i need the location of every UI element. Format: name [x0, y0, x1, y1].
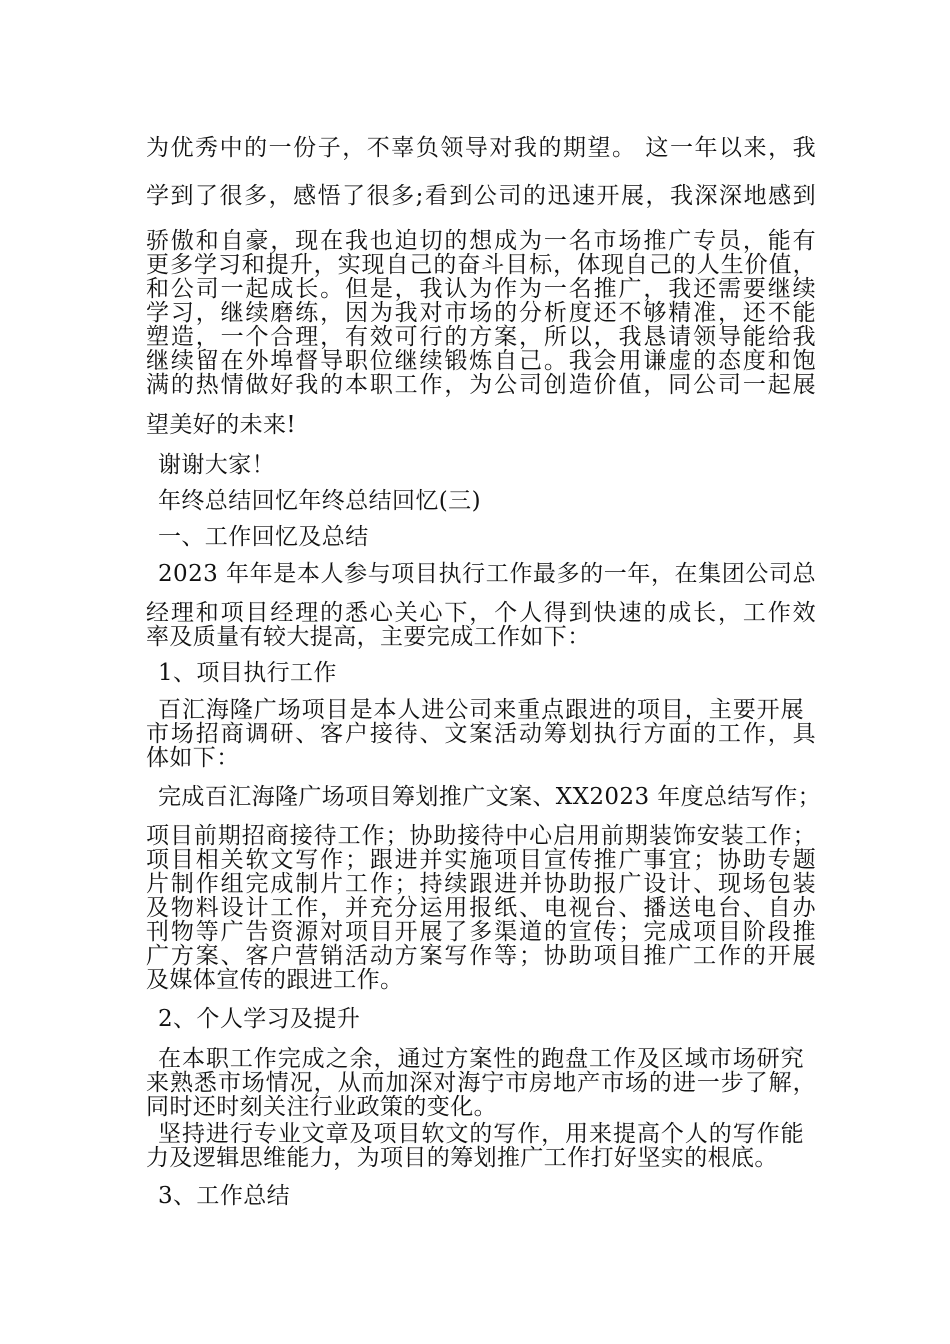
section-title: 年终总结回忆年终总结回忆(三) — [158, 488, 481, 514]
text-line: 及物料设计工作，并充分运用报纸、电视台、播送电台、自办 — [146, 895, 816, 921]
text-line: 满的热情做好我的本职工作，为公司创造价值，同公司一起展 — [146, 372, 816, 398]
text-line: 在本职工作完成之余，通过方案性的跑盘工作及区域市场研究 — [158, 1046, 804, 1072]
subsection-heading: 3、工作总结 — [158, 1183, 291, 1209]
text-line: 坚持进行专业文章及项目软文的写作，用来提高个人的写作能 — [158, 1121, 804, 1147]
text-line: 广方案、客户营销活动方案写作等；协助项目推广工作的开展 — [146, 943, 816, 969]
text-line: 项目相关软文写作；跟进并实施项目宣传推广事宜；协助专题 — [146, 847, 816, 873]
text-line: 片制作组完成制片工作；持续跟进并协助报广设计、现场包装 — [146, 871, 816, 897]
text-line: 力及逻辑思维能力，为项目的筹划推广工作打好坚实的根底。 — [146, 1145, 778, 1171]
text-line: 完成百汇海隆广场项目筹划推广文案、XX2023 年度总结写作； — [158, 784, 821, 810]
subsection-heading: 2、个人学习及提升 — [158, 1006, 361, 1032]
subsection-heading: 1、项目执行工作 — [158, 660, 337, 686]
text-line: 及媒体宣传的跟进工作。 — [146, 967, 404, 993]
text-line: 更多学习和提升，实现自己的奋斗目标，体现自己的人生价值， — [146, 252, 816, 278]
text-line: 率及质量有较大提高，主要完成工作如下： — [146, 624, 591, 650]
text-line: 塑造，一个合理，有效可行的方案，所以，我恳请领导能给我 — [146, 324, 816, 350]
text-line: 经理和项目经理的悉心关心下，个人得到快速的成长，工作效 — [146, 600, 816, 626]
text-line: 为优秀中的一份子，不辜负领导对我的期望。 这一年以来，我 — [146, 135, 816, 161]
text-line: 项目前期招商接待工作；协助接待中心启用前期装饰安装工作； — [146, 823, 816, 849]
closing-line: 谢谢大家！ — [158, 452, 275, 478]
text-line: 继续留在外埠督导职位继续锻炼自己。我会用谦虚的态度和饱 — [146, 348, 816, 374]
text-line: 来熟悉市场情况，从而加深对海宁市房地产市场的进一步了解， — [146, 1070, 816, 1096]
text-line: 百汇海隆广场项目是本人进公司来重点跟进的项目，主要开展 — [158, 697, 804, 723]
text-line: 骄傲和自豪，现在我也迫切的想成为一名市场推广专员，能有 — [146, 228, 816, 254]
text-line: 和公司一起成长。但是，我认为作为一名推广，我还需要继续 — [146, 276, 816, 302]
text-line: 市场招商调研、客户接待、文案活动筹划执行方面的工作，具 — [146, 721, 816, 747]
text-line: 学到了很多，感悟了很多;看到公司的迅速开展，我深深地感到 — [146, 183, 816, 209]
text-line: 学习，继续磨练，因为我对市场的分析度还不够精准，还不能 — [146, 300, 816, 326]
text-line: 刊物等广告资源对项目开展了多渠道的宣传；完成项目阶段推 — [146, 919, 816, 945]
text-line: 望美好的未来! — [146, 412, 297, 438]
text-line: 同时还时刻关注行业政策的变化。 — [146, 1094, 497, 1120]
text-line: 2023 年年是本人参与项目执行工作最多的一年，在集团公司总 — [158, 561, 816, 587]
section-heading: 一、工作回忆及总结 — [158, 524, 369, 550]
text-line: 体如下： — [146, 745, 240, 771]
